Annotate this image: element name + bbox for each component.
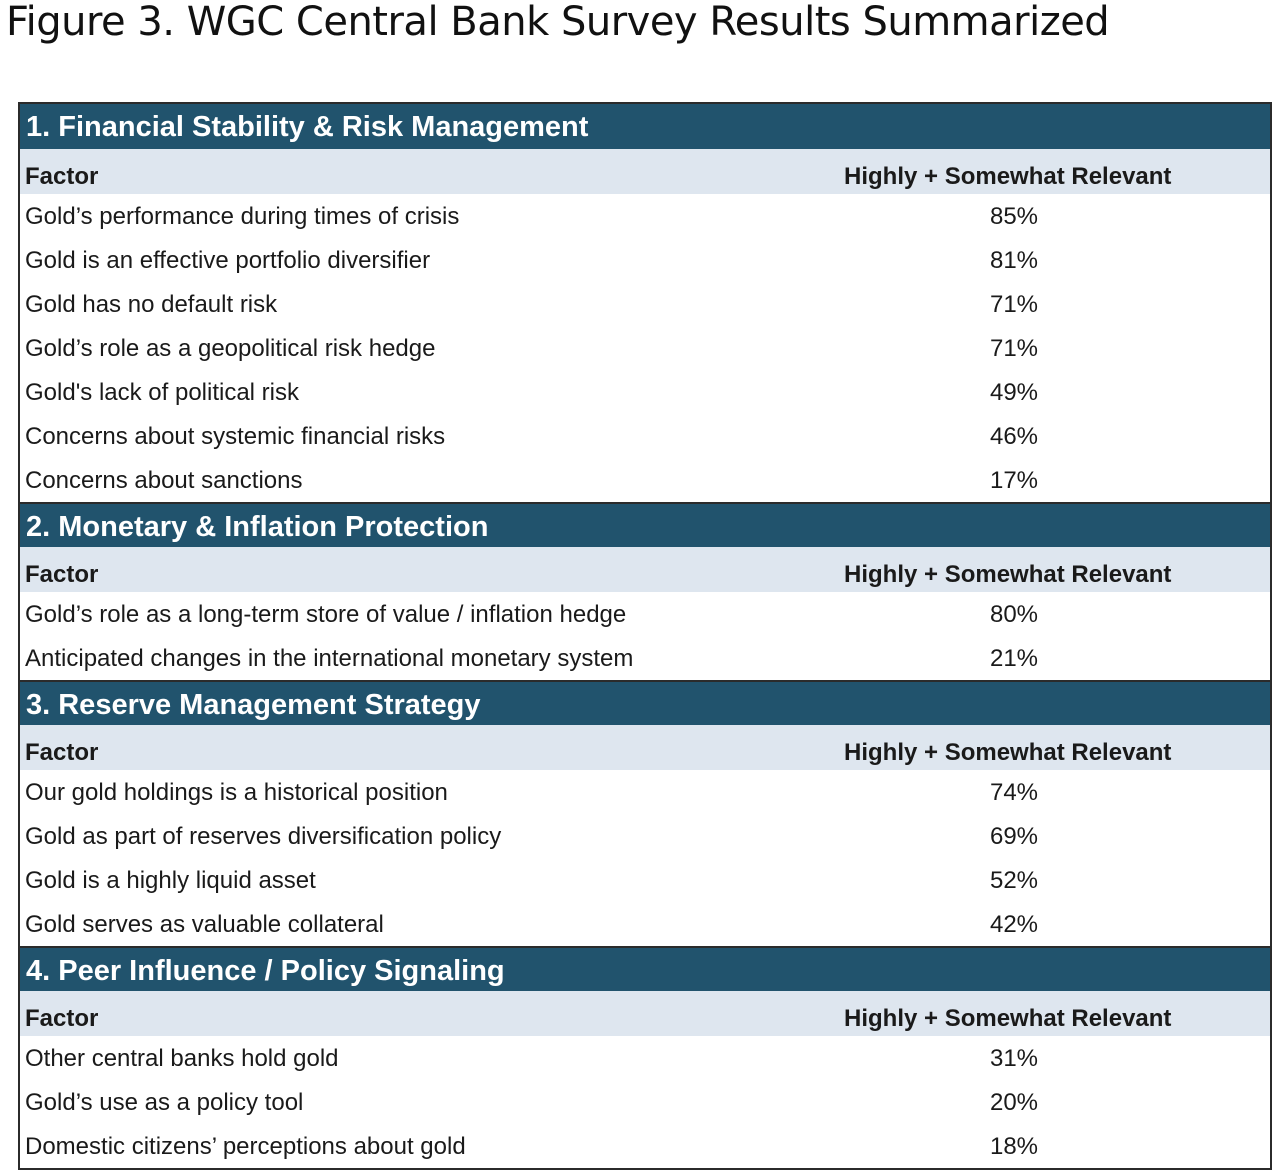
factor-cell: Gold serves as valuable collateral (25, 911, 384, 938)
column-header-row (20, 725, 1270, 770)
relevance-value-cell: 20% (989, 1089, 1039, 1116)
factor-cell: Gold is a highly liquid asset (25, 867, 316, 894)
factor-cell: Our gold holdings is a historical position (25, 779, 448, 806)
relevance-value-cell: 81% (989, 247, 1039, 274)
relevance-value-cell: 52% (989, 867, 1039, 894)
table-section (20, 502, 1270, 680)
relevance-value-cell: 31% (989, 1045, 1039, 1072)
table-row (20, 194, 1270, 238)
table-row (20, 636, 1270, 680)
factor-cell: Concerns about sanctions (25, 467, 303, 494)
relevance-value-cell: 71% (989, 291, 1039, 318)
table-row (20, 1036, 1270, 1080)
section-header: 2. Monetary & Inflation Protection (20, 502, 1270, 547)
factor-column-header: Factor (25, 1005, 99, 1032)
table-row (20, 902, 1270, 946)
table-row (20, 282, 1270, 326)
relevance-value-cell: 21% (989, 645, 1039, 672)
section-header: 3. Reserve Management Strategy (20, 680, 1270, 725)
table-row (20, 814, 1270, 858)
factor-column-header: Factor (25, 163, 99, 190)
section-header: 1. Financial Stability & Risk Management (20, 104, 1270, 149)
column-header-row (20, 547, 1270, 592)
figure-title: Figure 3. WGC Central Bank Survey Results Summarized (6, 0, 1110, 45)
table-row (20, 1124, 1270, 1168)
relevance-column-header: Highly + Somewhat Relevant (844, 1005, 1172, 1032)
factor-cell: Gold’s role as a geopolitical risk hedge (25, 335, 436, 362)
table-row (20, 326, 1270, 370)
factor-column-header: Factor (25, 739, 99, 766)
factor-cell: Gold's lack of political risk (25, 379, 300, 406)
factor-cell: Concerns about systemic financial risks (25, 423, 446, 450)
relevance-value-cell: 85% (989, 203, 1039, 230)
table-row (20, 592, 1270, 636)
relevance-value-cell: 18% (989, 1133, 1039, 1160)
factor-cell: Gold’s performance during times of crisis (25, 203, 460, 230)
relevance-value-cell: 74% (989, 779, 1039, 806)
factor-cell: Gold’s use as a policy tool (25, 1089, 304, 1116)
table-row (20, 370, 1270, 414)
relevance-value-cell: 42% (989, 911, 1039, 938)
relevance-column-header: Highly + Somewhat Relevant (844, 163, 1172, 190)
table-section (20, 104, 1270, 502)
table-section (20, 946, 1270, 1168)
table-row (20, 238, 1270, 282)
factor-cell: Other central banks hold gold (25, 1045, 339, 1072)
factor-cell: Gold as part of reserves diversification policy (25, 823, 502, 850)
table-row (20, 858, 1270, 902)
relevance-value-cell: 71% (989, 335, 1039, 362)
column-header-row (20, 991, 1270, 1036)
relevance-value-cell: 49% (989, 379, 1039, 406)
table-row (20, 770, 1270, 814)
factor-cell: Domestic citizens’ perceptions about gold (25, 1133, 466, 1160)
factor-cell: Gold has no default risk (25, 291, 278, 318)
table-row (20, 458, 1270, 502)
table-section (20, 680, 1270, 946)
table-row (20, 414, 1270, 458)
column-header-row (20, 149, 1270, 194)
relevance-value-cell: 17% (989, 467, 1039, 494)
factor-cell: Gold is an effective portfolio diversifier (25, 247, 431, 274)
relevance-value-cell: 80% (989, 601, 1039, 628)
factor-cell: Gold’s role as a long-term store of value / inflation hedge (25, 601, 627, 628)
relevance-value-cell: 69% (989, 823, 1039, 850)
survey-table (18, 102, 1272, 1170)
factor-cell: Anticipated changes in the international monetary system (25, 645, 634, 672)
relevance-column-header: Highly + Somewhat Relevant (844, 739, 1172, 766)
table-row (20, 1080, 1270, 1124)
relevance-value-cell: 46% (989, 423, 1039, 450)
section-header: 4. Peer Influence / Policy Signaling (20, 946, 1270, 991)
factor-column-header: Factor (25, 561, 99, 588)
relevance-column-header: Highly + Somewhat Relevant (844, 561, 1172, 588)
